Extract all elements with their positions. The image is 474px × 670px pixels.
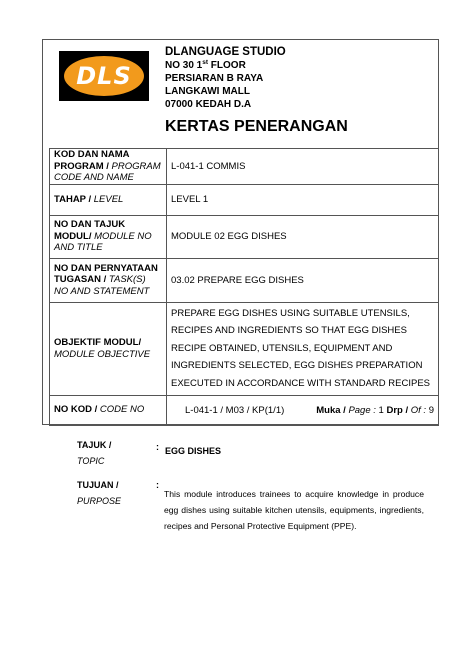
row-label [50,395,167,425]
module-objective-value: PREPARE EGG DISHES USING SUITABLE UTENSILS, RECIPES AND INGREDIENTS SO THAT EGG DISHES RECIPE OBTAINED, UTENSILS, EQUIPMENT AND INGREDIENTS SELECTED, EGG DISHES PREPARATION EXECUTED IN ACCORDANCE WITH STANDARD RECIPES [167,302,439,395]
code-number: L-041-1 / M03 / KP(1/1) [185,404,285,416]
label-bold: NO DAN TAJUK MODUL/ [54,219,126,242]
page-label-bold: Muka / [316,404,349,416]
purpose-text: This module introduces trainees to acquire knowledge in produce egg dishes using suitable kitchen utensils, equipments, ingredients, recipes and Personal Protective Equipment (PPE). [164,489,424,531]
row-value: L-041-1 COMMIS [167,149,439,185]
address-line-4: 07000 KEDAH D.A [165,99,252,110]
row-label [50,302,167,395]
code-cell [171,405,434,416]
table-row [50,258,439,302]
table-row [50,184,439,215]
info-table [49,148,439,426]
code-row-value [167,395,439,425]
topic-label-ms: TAJUK / [77,440,112,450]
label-bold: KOD DAN NAMA PROGRAM / [54,149,130,172]
address-line-1-suffix: FLOOR [208,60,246,71]
address-line-1-prefix: NO 30 1 [165,60,203,71]
row-value: MODULE 02 EGG DISHES [167,215,439,258]
address-line-3: LANGKAWI MALL [165,86,250,97]
row-label [50,258,167,302]
of-label-bold: Drp / [386,404,411,416]
document-title: KERTAS PENERANGAN [165,118,348,135]
studio-name: DLANGUAGE STUDIO [165,46,286,58]
table-row [50,395,439,425]
label-italic: MODULE OBJECTIVE [54,348,151,360]
of-label-italic: Of : [410,404,427,416]
dls-logo [59,51,149,101]
purpose-label-en: PURPOSE [77,496,122,506]
label-bold: OBJEKTIF MODUL/ [54,337,142,348]
label-italic: CODE NO [99,404,145,416]
purpose-label-ms: TUJUAN / [77,480,119,490]
label-bold: NO DAN PERNYATAAN TUGASAN / [54,262,158,286]
studio-address-block [165,45,286,111]
label-bold: NO KOD / [54,404,100,416]
logo-oval [64,56,144,96]
topic-label-en: TOPIC [77,456,105,466]
topic-label [77,437,111,469]
purpose-colon: : [156,480,159,490]
page-number: 1 [375,404,387,416]
address-line-1 [165,59,286,72]
total-pages: 9 [426,404,434,416]
logo-text: DLS [76,62,132,90]
topic-value: EGG DISHES [165,446,222,456]
row-label [50,215,167,258]
label-bold: TAHAP / [54,193,94,205]
label-italic: PROGRAM CODE AND NAME [54,160,161,183]
table-row [50,215,439,258]
page-count [316,405,434,416]
table-row [50,149,439,185]
label-italic: MODULE NO AND TITLE [54,230,152,254]
address-line-2: PERSIARAN B RAYA [165,73,264,84]
topic-colon: : [156,442,159,452]
table-row [50,302,439,395]
label-italic: LEVEL [93,193,124,205]
label-italic: TASK(S) NO AND STATEMENT [54,274,150,297]
row-value: 03.02 PREPARE EGG DISHES [167,258,439,302]
row-label [50,149,167,185]
page-label-italic: Page : [348,404,376,416]
row-label [50,184,167,215]
row-value: LEVEL 1 [167,184,439,215]
purpose-label [77,477,121,509]
address-line-1-sup: st [202,59,209,66]
